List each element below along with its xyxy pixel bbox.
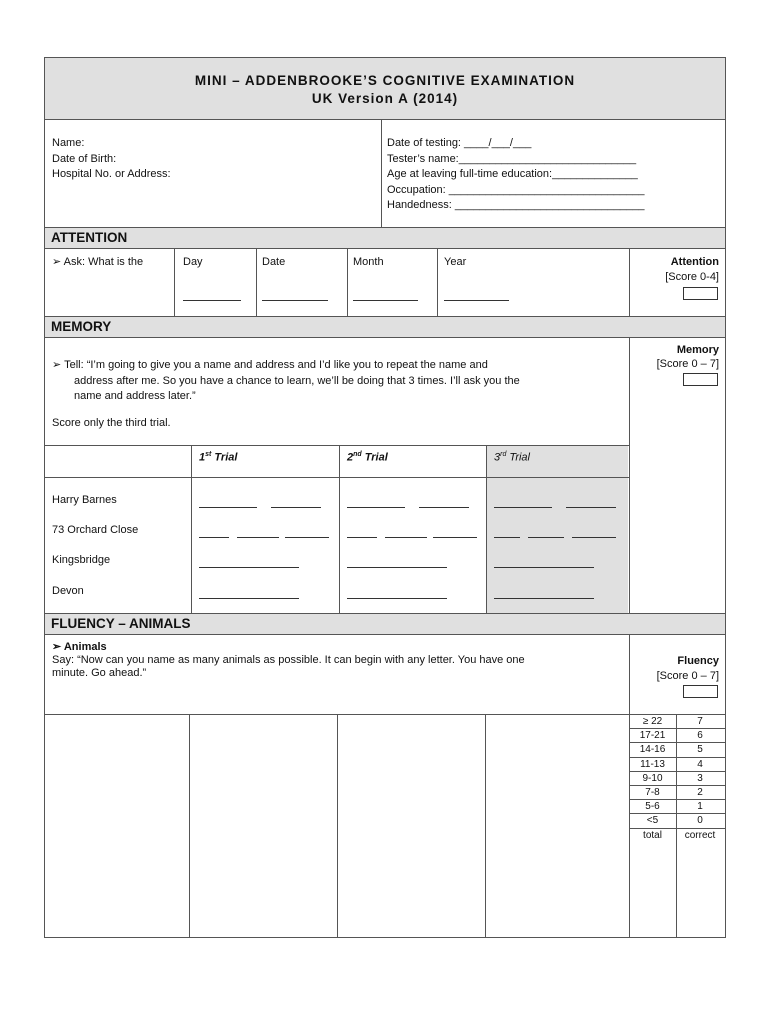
date-of-testing-field[interactable]: Date of testing: ____/___/___ [387,137,532,149]
month-label: Month [353,256,384,268]
divider [339,445,340,616]
name-field[interactable]: Name: [52,137,85,149]
year-label: Year [444,256,467,268]
memory-score-box[interactable] [683,373,718,386]
table-cell: 14-16 [639,744,666,756]
trial-blank[interactable] [419,506,469,508]
divider [189,714,190,937]
trial-blank[interactable] [494,536,520,538]
memory-item: 73 Orchard Close [52,524,139,536]
fluency-score-title: Fluency [677,655,719,667]
patient-left [52,136,171,183]
trial-blank[interactable] [528,536,564,538]
trial-3-label: 3rd Trial [494,451,530,464]
table-cell: 9-10 [642,772,663,784]
trial-2-label: 2nd Trial [347,451,388,464]
third-trial-shading [486,446,628,616]
trial-blank[interactable] [347,506,405,508]
divider [381,120,382,227]
memory-instruction [52,358,622,405]
age-education-field[interactable]: Age at leaving full-time education:______________ [387,168,638,180]
form-header [45,58,725,120]
fluency-score-box[interactable] [683,685,718,698]
memory-instruction-line: name and address later.” [74,390,196,402]
divider [485,714,486,937]
tester-name-field[interactable]: Tester’s name:_____________________________ [387,152,637,165]
year-input[interactable] [444,299,509,301]
table-row [629,715,725,729]
table-cell: 1 [697,801,703,813]
table-cell: ≥ 22 [642,716,663,727]
attention-score-title: Attention [670,256,719,268]
table-row [629,758,725,772]
attention-score-range: [Score 0-4] [665,271,719,283]
memory-score-title: Memory [676,344,719,356]
table-row [629,786,725,800]
date-input[interactable] [262,299,328,301]
form-title: MINI – ADDENBROOKE’S COGNITIVE EXAMINATION [194,73,576,88]
trial-blank[interactable] [494,566,594,568]
table-cell: 4 [697,758,703,770]
table-cell: total [643,829,662,841]
memory-item: Devon [52,585,84,597]
table-row [629,743,725,757]
table-cell: 11-13 [640,758,665,770]
attention-ask: ➢ Ask: What is the [52,256,144,268]
day-input[interactable] [183,299,241,301]
fluency-instruction-line: minute. Go ahead.” [52,667,147,679]
trial-blank[interactable] [494,597,594,599]
divider [629,249,630,317]
form-subtitle: UK Version A (2014) [311,91,459,106]
memory-instruction-line: address after me. So you have a chance to learn, we’ll be doing that 3 times. I’ll ask you the [74,374,520,387]
memory-score-range: [Score 0 – 7] [656,358,719,370]
table-cell: <5 [646,815,659,827]
table-cell: 17-21 [639,730,666,742]
divider [347,249,348,317]
trial-blank[interactable] [199,597,299,599]
month-input[interactable] [353,299,418,301]
trial-blank[interactable] [347,566,447,568]
trial-blank[interactable] [494,506,552,508]
date-label: Date [262,256,286,268]
trial-blank[interactable] [347,536,377,538]
divider [45,477,629,478]
trial-blank[interactable] [199,536,229,538]
divider [174,249,175,317]
table-cell: 7-8 [645,786,660,798]
table-cell: correct [684,829,716,841]
divider [337,714,338,937]
table-row [629,772,725,786]
exam-form [44,57,726,938]
divider [256,249,257,317]
table-row [629,729,725,743]
fluency-score-range: [Score 0 – 7] [656,670,719,682]
trial-blank[interactable] [572,536,616,538]
trial-blank[interactable] [566,506,616,508]
animal-column-1[interactable] [47,718,187,934]
animal-column-4[interactable] [488,718,626,934]
divider [45,445,629,446]
trial-blank[interactable] [385,536,427,538]
fluency-instruction-line: Say: “Now can you name as many animals as possible. It can begin with any letter. You have one [52,654,525,666]
hospital-field[interactable]: Hospital No. or Address: [52,168,171,180]
divider [45,714,725,715]
fluency-score-table [629,715,725,842]
handedness-field[interactable]: Handedness: _______________________________ [387,199,645,211]
table-cell: 3 [697,772,703,784]
score-only-note: Score only the third trial. [52,417,171,429]
table-cell: 2 [697,786,703,798]
memory-item: Harry Barnes [52,494,117,506]
dob-field[interactable]: Date of Birth: [52,152,117,165]
divider [437,249,438,317]
attention-score-box[interactable] [683,287,718,300]
table-cell: 0 [697,815,703,827]
table-row [629,814,725,828]
trial-blank[interactable] [271,506,321,508]
animal-column-2[interactable] [192,718,334,934]
memory-instruction-line: ➢ Tell: “I’m going to give you a name and address and I’d like you to repeat the name and [52,359,488,371]
attention-heading: ATTENTION [45,227,725,249]
table-cell: 5 [697,744,703,756]
table-cell: 7 [697,716,703,727]
divider [486,445,487,616]
patient-right [387,136,645,214]
table-cell: 5-6 [645,801,660,813]
divider [191,445,192,616]
trial-blank[interactable] [285,536,329,538]
trial-blank[interactable] [237,536,279,538]
memory-item: Kingsbridge [52,554,111,566]
table-cell: 6 [697,730,703,742]
animal-column-3[interactable] [340,718,482,934]
fluency-instruction [52,641,622,680]
table-row [629,800,725,814]
fluency-sub: ➢ Animals [52,641,107,653]
table-row [629,829,725,842]
trial-blank[interactable] [347,597,447,599]
divider [629,338,630,616]
trial-1-label: 1st Trial [199,451,238,464]
trial-blank[interactable] [199,566,299,568]
occupation-field[interactable]: Occupation: ________________________________ [387,183,645,196]
trial-blank[interactable] [199,506,257,508]
day-label: Day [183,256,203,268]
fluency-heading: FLUENCY – ANIMALS [45,613,725,635]
memory-heading: MEMORY [45,316,725,338]
trial-blank[interactable] [433,536,477,538]
